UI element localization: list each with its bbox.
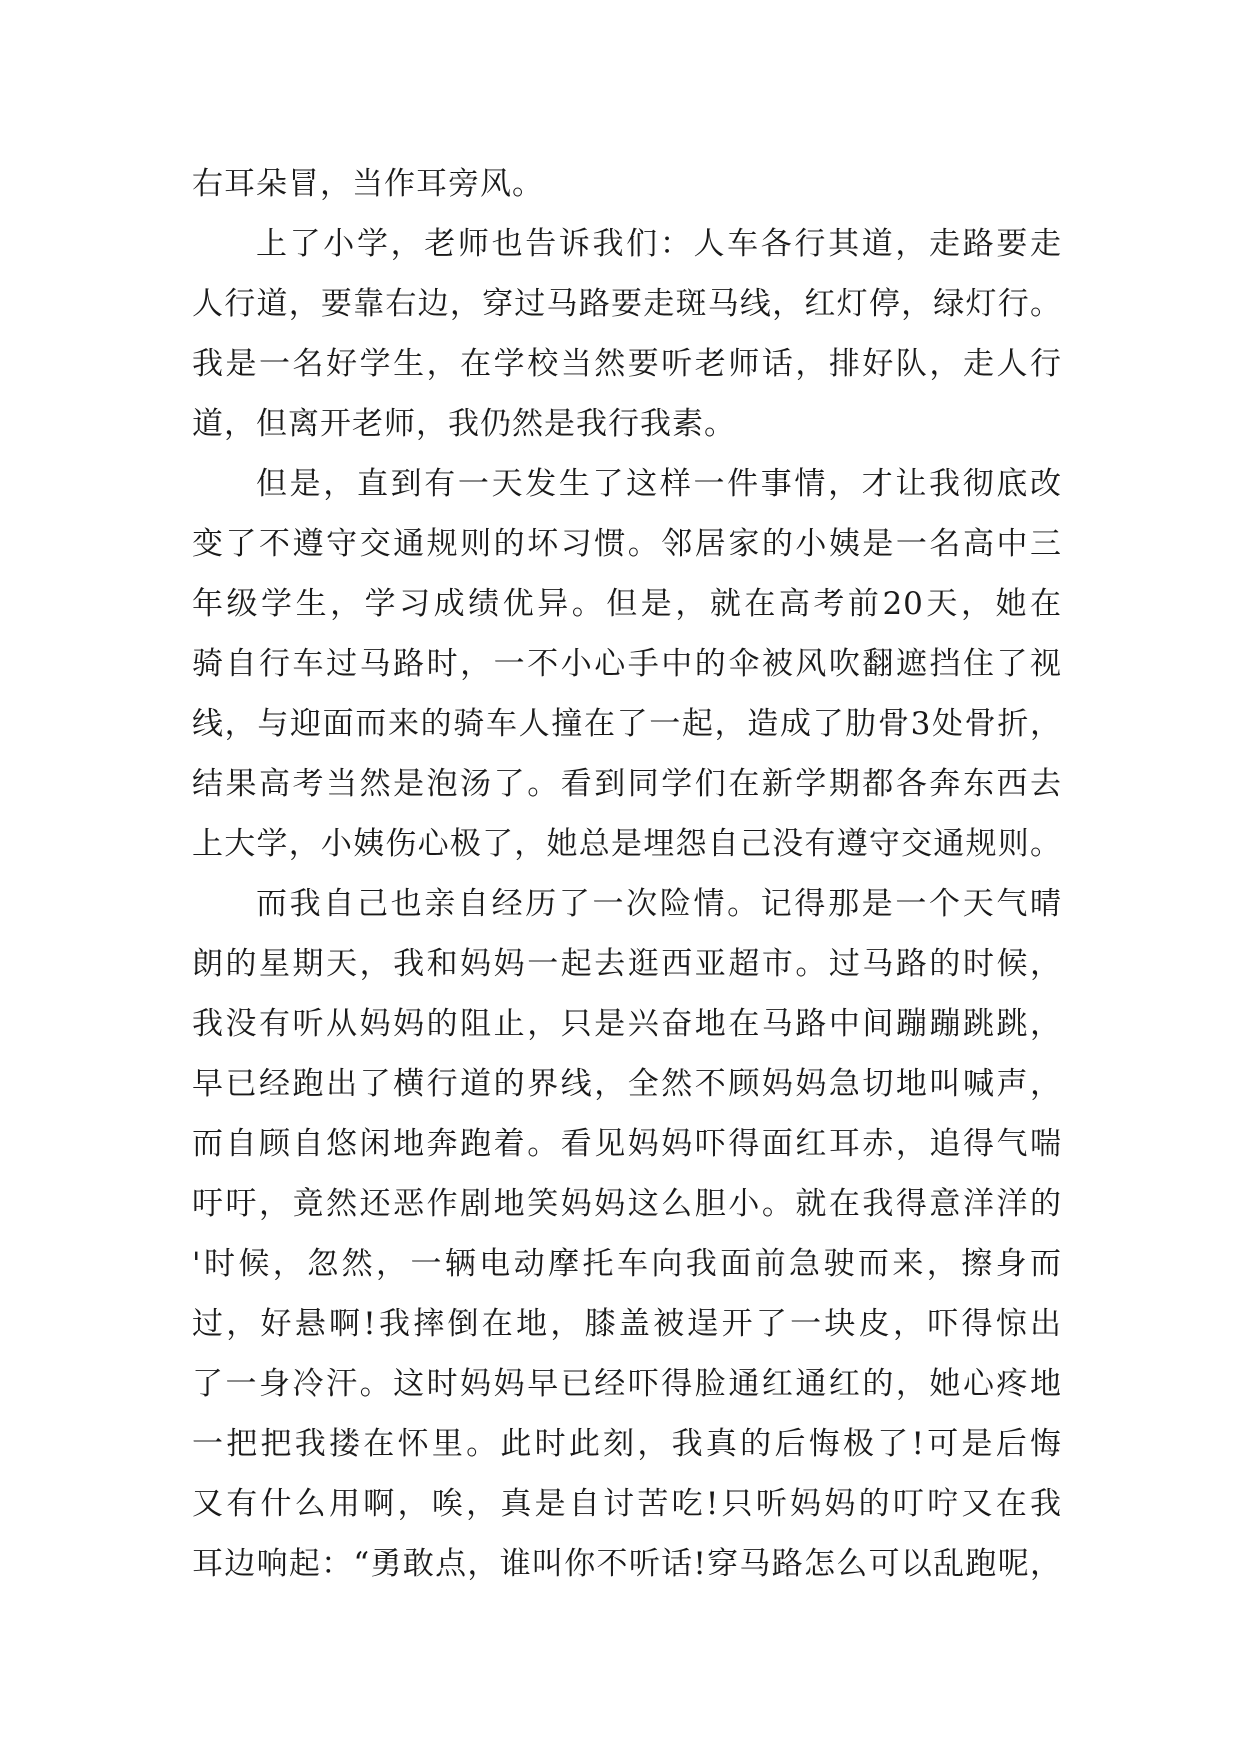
text-line: 变了不遵守交通规则的坏习惯。邻居家的小姨是一名高中三 xyxy=(192,526,1062,562)
text-line: 道，但离开老师，我仍然是我行我素。 xyxy=(192,406,736,442)
text-line: 吁吁，竟然还恶作剧地笑妈妈这么胆小。就在我得意洋洋的 xyxy=(192,1186,1062,1222)
text-line: 年级学生，学习成绩优异。但是，就在高考前20天，她在 xyxy=(192,586,1062,622)
text-line: 但是，直到有一天发生了这样一件事情，才让我彻底改 xyxy=(256,466,1062,502)
text-line: 早已经跑出了横行道的界线，全然不顾妈妈急切地叫喊声， xyxy=(192,1066,1062,1102)
text-line: 右耳朵冒，当作耳旁风。 xyxy=(192,166,544,202)
text-line: 又有什么用啊，唉，真是自讨苦吃!只听妈妈的叮咛又在我 xyxy=(192,1486,1062,1522)
text-line: 一把把我搂在怀里。此时此刻，我真的后悔极了!可是后悔 xyxy=(192,1426,1062,1462)
text-line: '时候，忽然，一辆电动摩托车向我面前急驶而来，擦身而 xyxy=(192,1246,1062,1282)
text-line: 我没有听从妈妈的阻止，只是兴奋地在马路中间蹦蹦跳跳， xyxy=(192,1006,1062,1042)
text-line: 朗的星期天，我和妈妈一起去逛西亚超市。过马路的时候， xyxy=(192,946,1062,982)
text-line: 而自顾自悠闲地奔跑着。看见妈妈吓得面红耳赤，追得气喘 xyxy=(192,1126,1062,1162)
text-line: 结果高考当然是泡汤了。看到同学们在新学期都各奔东西去 xyxy=(192,766,1062,802)
body-text xyxy=(192,154,1062,1594)
text-line: 人行道，要靠右边，穿过马路要走斑马线，红灯停，绿灯行。 xyxy=(192,286,1062,322)
text-line: 而我自己也亲自经历了一次险情。记得那是一个天气晴 xyxy=(256,886,1062,922)
text-line: 线，与迎面而来的骑车人撞在了一起，造成了肋骨3处骨折， xyxy=(192,706,1062,742)
text-line: 上了小学，老师也告诉我们：人车各行其道，走路要走 xyxy=(256,226,1062,262)
text-line: 过，好悬啊!我摔倒在地，膝盖被逞开了一块皮，吓得惊出 xyxy=(192,1306,1062,1342)
text-line: 耳边响起：“勇敢点，谁叫你不听话!穿马路怎么可以乱跑呢， xyxy=(192,1546,1062,1582)
text-line: 骑自行车过马路时，一不小心手中的伞被风吹翻遮挡住了视 xyxy=(192,646,1062,682)
text-line: 上大学，小姨伤心极了，她总是埋怨自己没有遵守交通规则。 xyxy=(192,826,1062,862)
text-line: 我是一名好学生，在学校当然要听老师话，排好队，走人行 xyxy=(192,346,1062,382)
text-line: 了一身冷汗。这时妈妈早已经吓得脸通红通红的，她心疼地 xyxy=(192,1366,1062,1402)
